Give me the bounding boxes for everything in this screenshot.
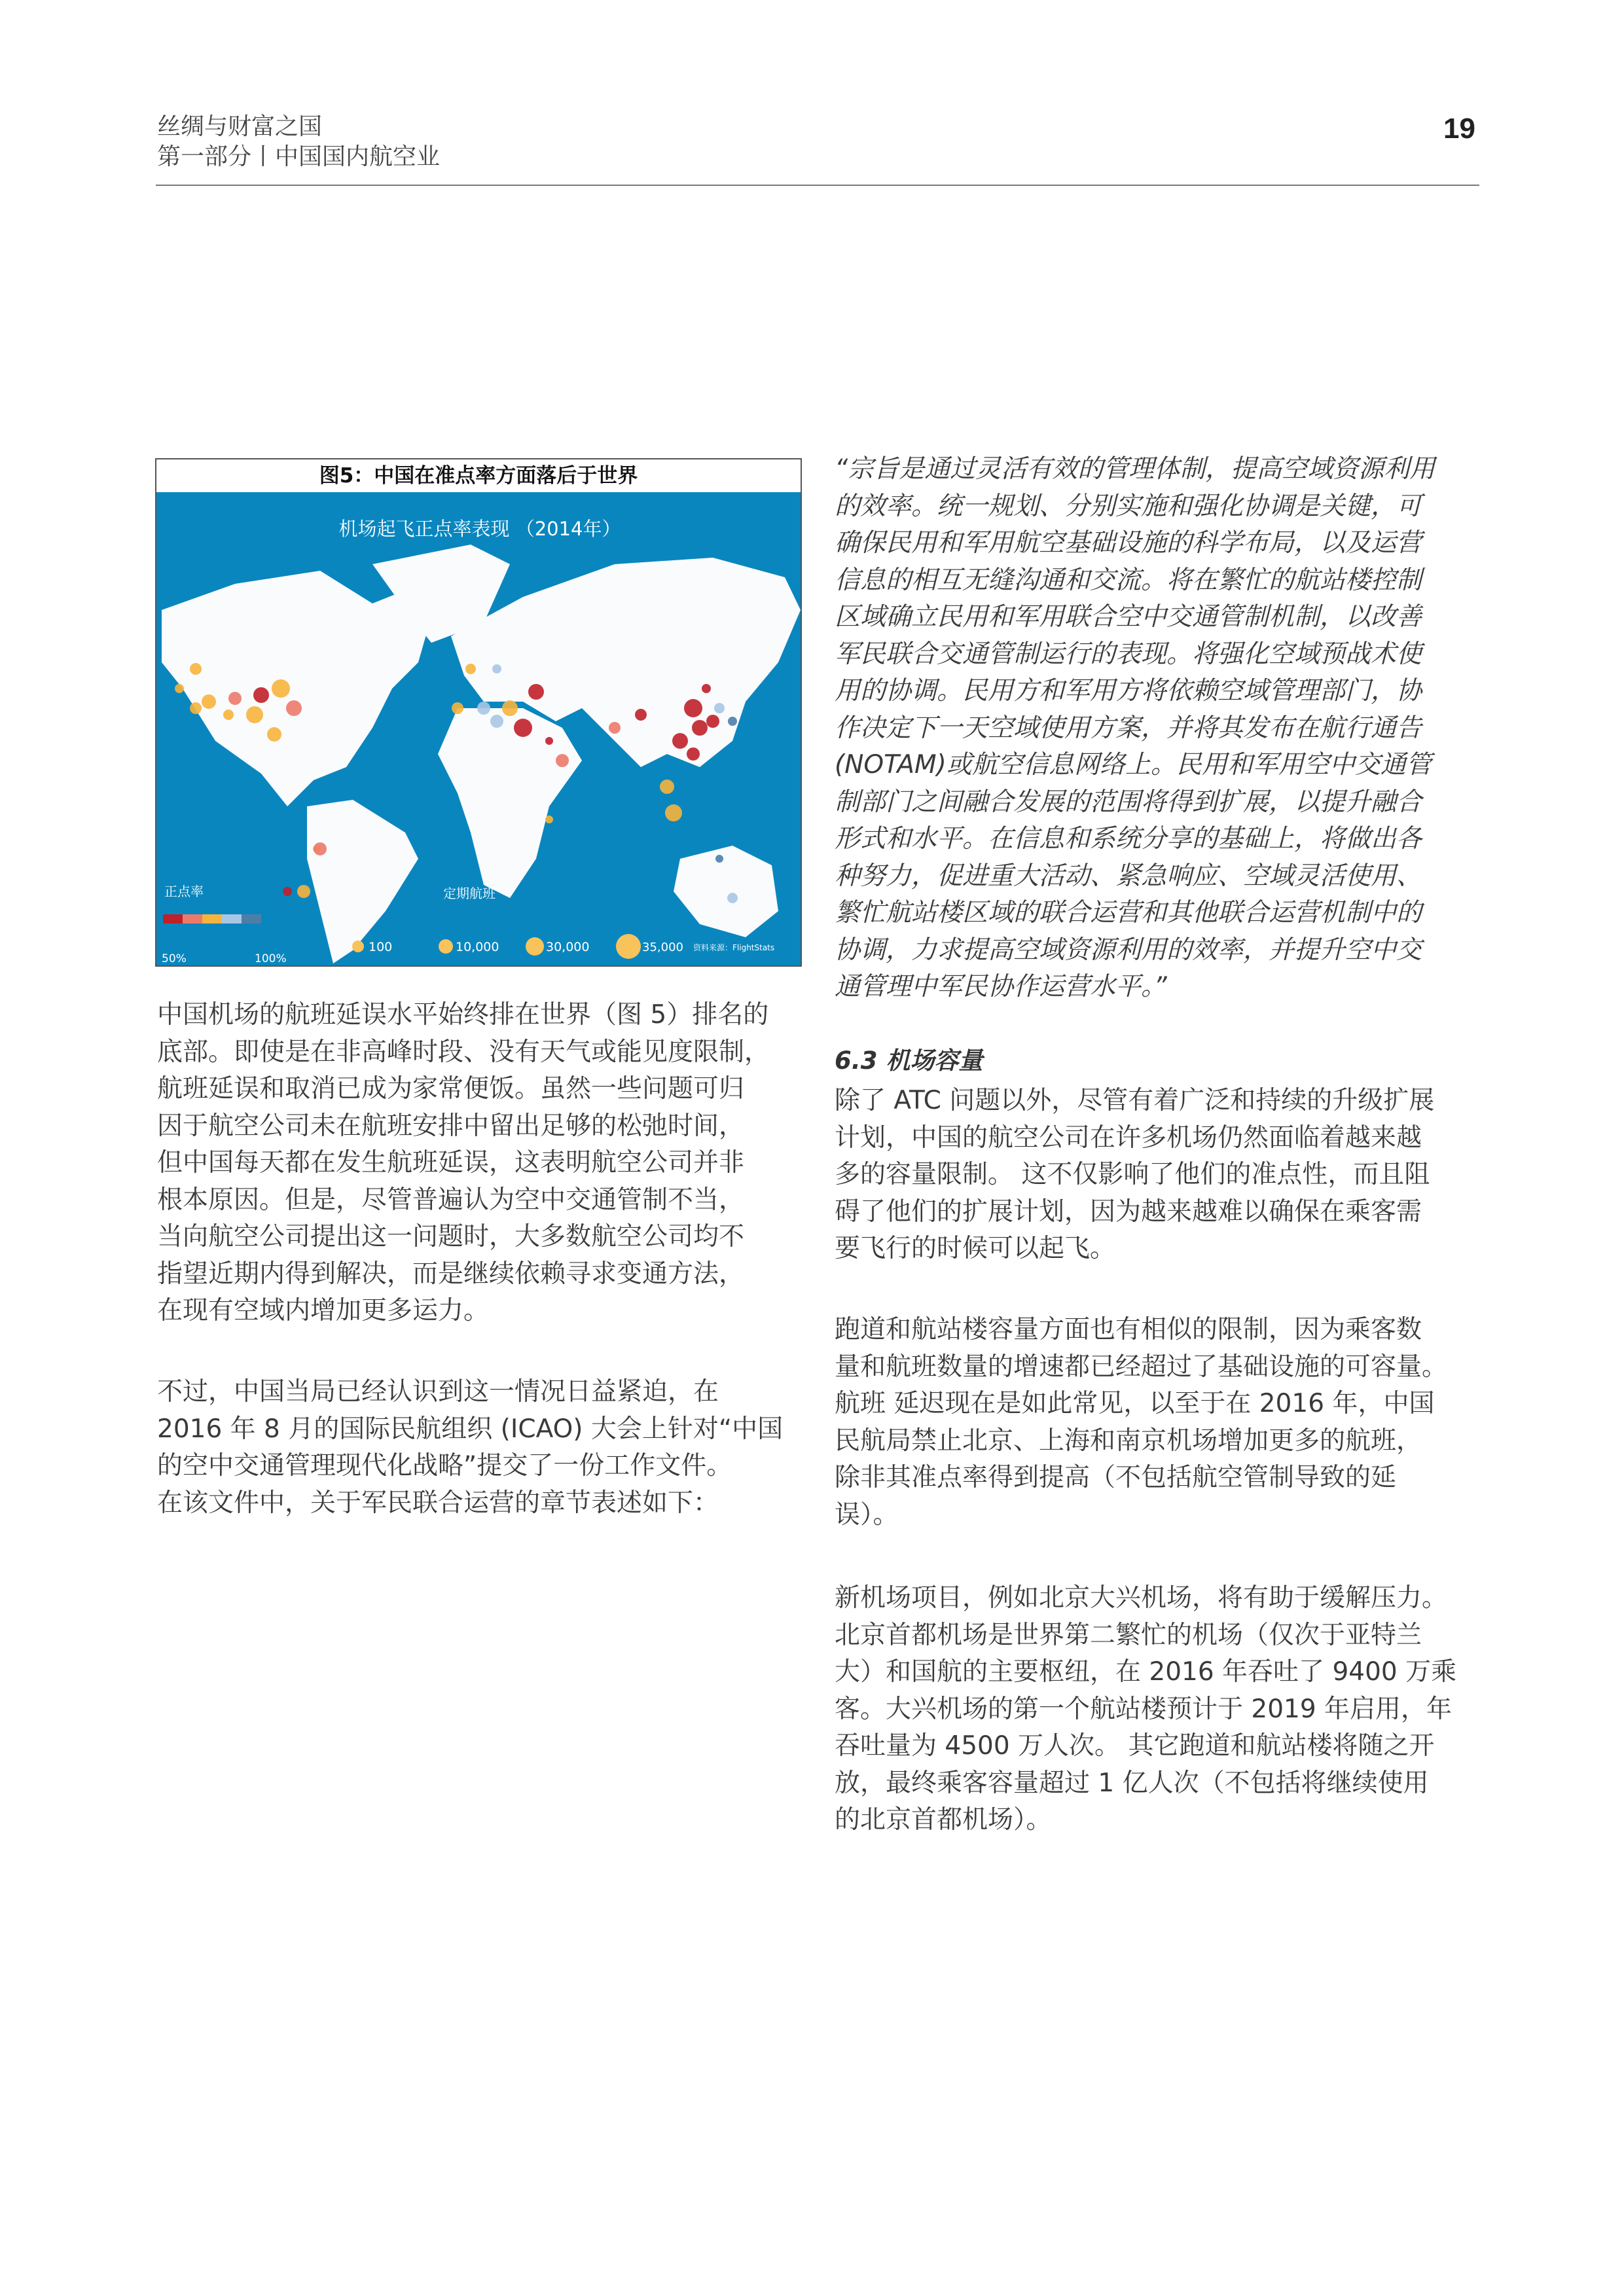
text-line: 形式和水平。在信息和系统分享的基础上，将做出各 [835, 824, 1422, 853]
text-line: 的北京首都机场）。 [835, 1805, 1052, 1835]
airport-dot [223, 709, 234, 720]
airport-dot [253, 687, 269, 703]
text-line: 民航局禁止北京、上海和南京机场增加更多的航班， [835, 1426, 1422, 1456]
text-line: 但中国每天都在发生航班延误，这表明航空公司并非 [157, 1148, 745, 1177]
text-line: 的效率。统一规划、分别实施和强化协调是关键，可 [835, 491, 1422, 521]
text-line: 指望近期内得到解决，而是继续依赖寻求变通方法， [157, 1259, 745, 1289]
text-line: 根本原因。但是，尽管普遍认为空中交通管制不当， [157, 1185, 745, 1215]
text-line: 除了 ATC 问题以外，尽管有着广泛和持续的升级扩展 [835, 1086, 1435, 1115]
airport-dot [286, 700, 302, 716]
right-paragraph-2 [835, 1312, 1447, 1534]
text-line: (NOTAM)或航空信息网络上。民用和军用空中交通管 [835, 750, 1432, 780]
airport-dot [684, 699, 702, 717]
airport-dot [528, 684, 544, 700]
text-line: 新机场项目，例如北京大兴机场，将有助于缓解压力。 [835, 1583, 1448, 1613]
airport-dot [452, 702, 463, 714]
map-title: 机场起飞正点率表现 （2014年） [338, 518, 621, 540]
right-paragraph-1 [835, 1083, 1434, 1268]
world-map [156, 492, 801, 965]
text-line: 跑道和航站楼容量方面也有相似的限制，因为乘客数 [835, 1315, 1422, 1344]
text-line: 中国机场的航班延误水平始终排在世界（图 5）排名的 [157, 1000, 769, 1030]
text-line: 因于航空公司未在航班安排中留出足够的松弛时间， [157, 1111, 745, 1141]
legend-size-10000: 10,000 [456, 940, 499, 954]
text-line: 计划，中国的航空公司在许多机场仍然面临着越来越 [835, 1122, 1422, 1153]
legend-rate-swatch [222, 914, 242, 924]
section-heading: 6.3 机场容量 [835, 1047, 983, 1075]
running-header-section: 第一部分丨中国国内航空业 [157, 143, 441, 170]
text-line: 除非其准点率得到提高（不包括航空管制导致的延 [835, 1463, 1397, 1492]
block-quote [835, 451, 1435, 1006]
text-line: 放，最终乘客容量超过 1 亿人次（不包括将继续使用 [835, 1768, 1429, 1798]
text-line: 制部门之间融合发展的范围将得到扩展，以提升融合 [835, 787, 1422, 817]
airport-dot [727, 893, 738, 903]
airport-dot [635, 709, 647, 721]
airport-dot [202, 694, 216, 709]
airport-dot [228, 692, 242, 705]
airport-dot [190, 663, 202, 675]
legend-size-dot-10000 [439, 939, 453, 954]
header-divider [156, 185, 1479, 186]
text-line: 航班 延迟现在是如此常见，以至于在 2016 年，中国 [835, 1389, 1435, 1418]
figure-5 [155, 458, 802, 967]
legend-rate-swatch [183, 914, 202, 924]
page-number: 19 [1443, 113, 1475, 145]
text-line: 底部。即使是在非高峰时段、没有天气或能见度限制， [157, 1037, 770, 1067]
legend-rate-min: 50% [162, 952, 187, 965]
legend-rate-swatch [163, 914, 183, 924]
airport-dot [714, 703, 725, 713]
text-line: 用的协调。民用方和军用方将依赖空域管理部门，协 [835, 676, 1422, 706]
airport-dot [545, 816, 553, 823]
text-line: 通管理中军民协作运营水平。” [835, 972, 1167, 1001]
legend-rate-swatch [242, 914, 261, 924]
figure-source: 资料来源：FlightStats [693, 943, 775, 952]
legend-size-35000: 35,000 [642, 941, 683, 954]
airport-dot [246, 706, 263, 723]
text-line: 区域确立民用和军用联合空中交通管制机制，以改善 [835, 602, 1422, 632]
airport-dot [477, 702, 490, 715]
airport-dot [706, 715, 719, 728]
text-line: 当向航空公司提出这一问题时，大多数航空公司均不 [157, 1222, 745, 1251]
right-paragraph-3 [835, 1580, 1456, 1839]
text-line: 种努力，促进重大活动、紧急响应、空域灵活使用、 [835, 861, 1422, 891]
airport-dot [297, 885, 310, 898]
text-line: 北京首都机场是世界第二繁忙的机场（仅次于亚特兰 [835, 1620, 1422, 1650]
text-line: 军民联合交通管制运行的表现。将强化空域预战术使 [835, 639, 1422, 669]
airport-dot [492, 664, 501, 673]
legend-rate-scale [163, 914, 261, 924]
text-line: 多的容量限制。 这不仅影响了他们的准点性，而且阻 [835, 1160, 1430, 1189]
text-line: 在该文件中，关于军民联合运营的章节表述如下： [157, 1488, 719, 1518]
running-header-title: 丝绸与财富之国 [157, 113, 323, 140]
airport-dot [490, 715, 503, 728]
text-line: 吞吐量为 4500 万人次。 其它跑道和航站楼将随之开 [835, 1731, 1435, 1761]
airport-dot [314, 842, 327, 855]
airport-dot [502, 700, 518, 716]
text-line: 大）和国航的主要枢纽，在 2016 年吞吐了 9400 万乘 [835, 1657, 1457, 1687]
left-paragraph-1 [157, 997, 770, 1330]
legend-rate-swatch [202, 914, 222, 924]
text-line: 繁忙航站楼区域的联合运营和其他联合运营机制中的 [835, 898, 1422, 927]
airport-dot [702, 684, 711, 693]
left-paragraph-2 [157, 1374, 783, 1522]
airport-dot [687, 747, 700, 761]
text-line: 2016 年 8 月的国际民航组织 (ICAO) 大会上针对“中国 [157, 1414, 784, 1444]
text-line: 不过，中国当局已经认识到这一情况日益紧迫，在 [157, 1377, 719, 1407]
legend-rate-label: 正点率 [164, 884, 204, 899]
airport-dot [267, 727, 281, 742]
legend-size-dot-100 [352, 941, 364, 952]
airport-dot [660, 780, 674, 794]
airport-dot [175, 684, 184, 693]
legend-size-label: 定期航班 [443, 886, 496, 901]
text-line: 在现有空域内增加更多运力。 [157, 1296, 490, 1325]
text-line: 碍了他们的扩展计划，因为越来越难以确保在乘客需 [835, 1196, 1422, 1227]
text-line: 作决定下一天空域使用方案，并将其发布在航行通告 [835, 713, 1422, 743]
text-line: 量和航班数量的增速都已经超过了基础设施的可容量。 [835, 1352, 1448, 1382]
legend-size-dot-35000 [616, 934, 641, 959]
figure-caption: 图5：中国在准点率方面落后于世界 [156, 459, 801, 492]
airport-dot [672, 733, 688, 749]
legend-rate-max: 100% [255, 952, 287, 965]
text-line: 确保民用和军用航空基础设施的科学布局，以及运营 [835, 528, 1422, 558]
legend-size-dot-30000 [526, 937, 544, 956]
airport-dot [715, 855, 723, 863]
airport-dot [283, 887, 292, 896]
airport-dot [514, 719, 532, 737]
text-line: 航班延误和取消已成为家常便饭。虽然一些问题可归 [157, 1074, 745, 1103]
airport-dot [545, 737, 553, 745]
legend-size-100: 100 [369, 940, 393, 954]
text-line: 的空中交通管理现代化战略”提交了一份工作文件。 [157, 1451, 732, 1480]
legend-size-30000: 30,000 [546, 940, 590, 954]
airport-dot [465, 664, 476, 674]
airport-dot [272, 679, 290, 698]
airport-dot [728, 717, 737, 726]
text-line: 要飞行的时候可以起飞。 [835, 1234, 1116, 1263]
text-line: 协调，力求提高空域资源利用的效率，并提升空中交 [835, 935, 1422, 965]
text-line: 误）。 [835, 1499, 899, 1530]
text-line: “宗旨是通过灵活有效的管理体制，提高空域资源利用 [835, 454, 1435, 484]
airport-dot [556, 754, 569, 767]
text-line: 客。大兴机场的第一个航站楼预计于 2019 年启用，年 [835, 1694, 1453, 1724]
airport-dot [609, 722, 621, 734]
airport-dot [190, 702, 202, 714]
airport-dot [665, 804, 682, 821]
airport-dot [692, 720, 708, 736]
text-line: 信息的相互无缝沟通和交流。将在繁忙的航站楼控制 [835, 565, 1422, 595]
